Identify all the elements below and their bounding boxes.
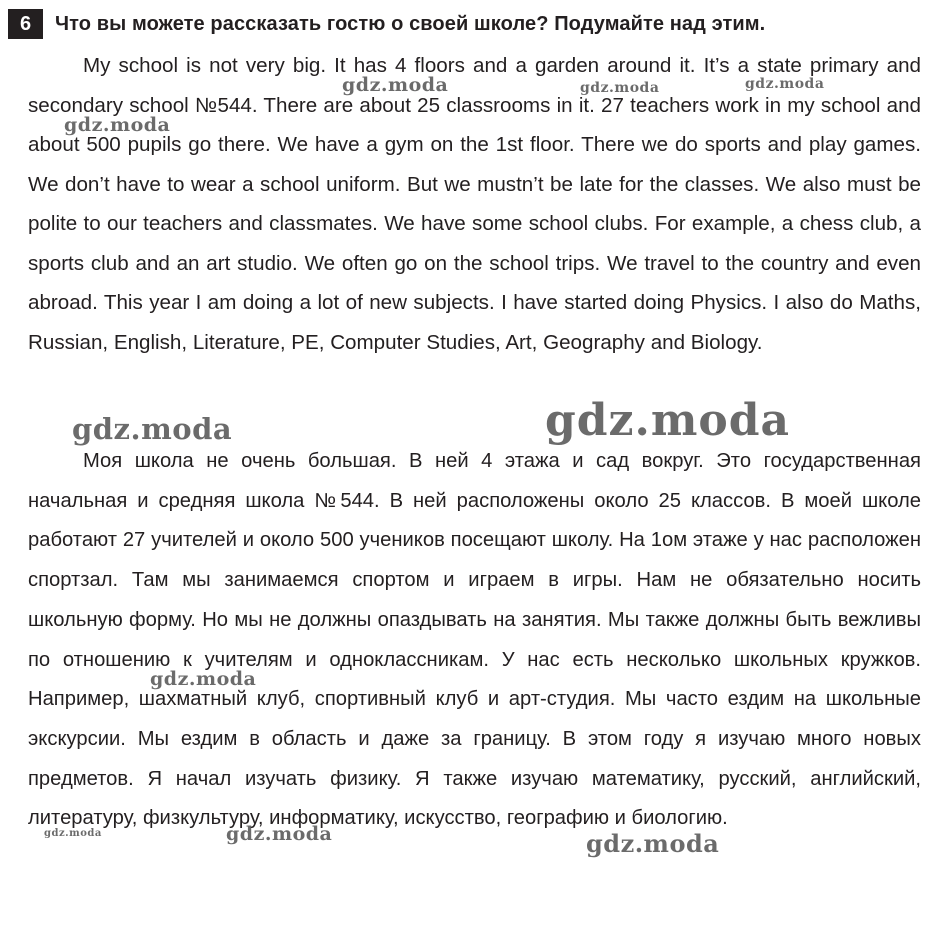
watermark: gdz.moda	[64, 114, 171, 136]
watermark: gdz.moda	[72, 412, 233, 446]
watermark: gdz.moda	[745, 76, 825, 92]
watermark: gdz.moda	[580, 80, 660, 96]
watermark: gdz.moda	[44, 828, 102, 839]
watermark: gdz.moda	[545, 395, 791, 446]
exercise-number-badge: 6	[8, 9, 43, 39]
watermark: gdz.moda	[586, 829, 720, 858]
exercise-task: Что вы можете рассказать гостю о своей школе? Подумайте над этим.	[55, 12, 766, 35]
watermark: gdz.moda	[150, 668, 257, 690]
russian-text: Моя школа не очень большая. В ней 4 этажа и сад вокруг. Это государственная начальная и средняя школа №544. В ней расположены около 25 классов. В моей школе работают 27 учителей и около 500 учеников посещают школу. На 1ом этаже у нас расположен спортзал. Там мы занимаемся спортом и играем в игры. Нам не обязательно носить школьную форму. Но мы не должны опаздывать на занятия. Мы также должны быть вежливы по отношению к учителям и одноклассникам. У нас есть несколько школьных кружков. Например, шахматный клуб, спортивный клуб и арт-студия. Мы часто ездим на школьные экскурсии. Мы ездим в область и даже за границу. В этом году я изучаю много новых предметов. Я начал изучать физику. Я также изучаю математику, русский, английский, литературу, физкультуру, информатику, искусство, географию и биологию.	[28, 450, 921, 830]
watermark: gdz.moda	[226, 823, 333, 845]
watermark: gdz.moda	[342, 74, 449, 96]
english-text: My school is not very big. It has 4 floors and a garden around it. It’s a state primary and secondary school №544. There are about 25 classrooms in it. 27 teachers work in my school and about 500 pupils go there. We have a gym on the 1st floor. There we do sports and play games. We don’t have to wear a school uniform. But we mustn’t be late for the classes. We also must be polite to our teachers and classmates. We have some school clubs. For example, a chess club, a sports club and an art studio. We often go on the school trips. We travel to the country and even abroad. This year I am doing a lot of new subjects. I have started doing Physics. I also do Maths, Russian, English, Literature, PE, Computer Studies, Art, Geography and Biology.	[28, 54, 921, 354]
exercise-header	[8, 9, 765, 39]
